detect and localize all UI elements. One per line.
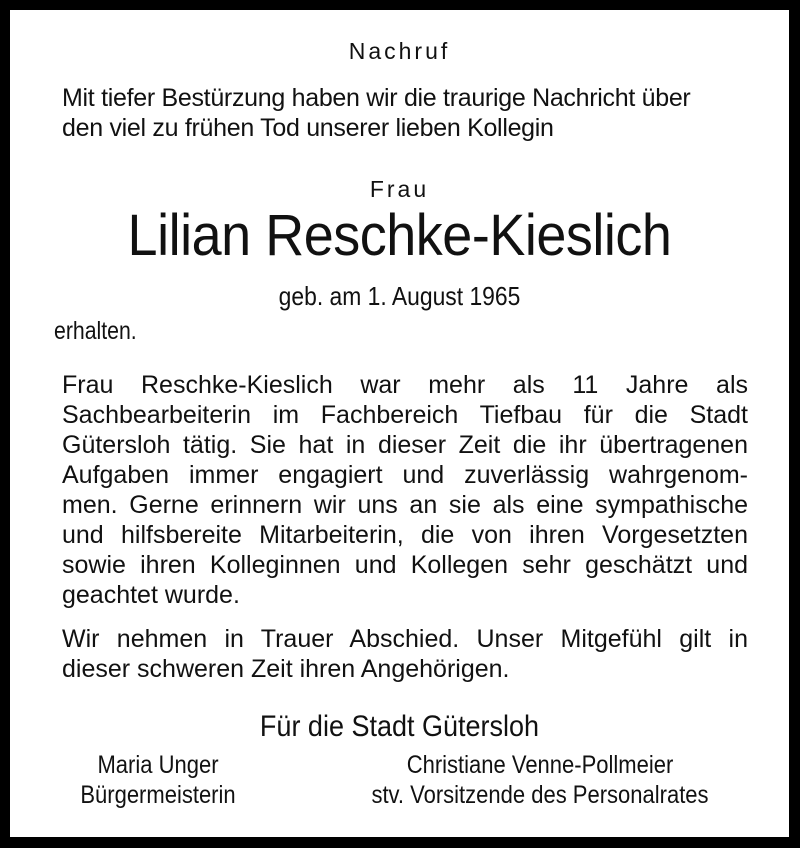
paragraph-line: men. Gerne erinnern wir uns an sie als eine sympathische — [62, 491, 748, 519]
signer-name: Christiane Venne-Pollmeier — [406, 751, 674, 779]
notice-heading: Nachruf — [348, 38, 451, 64]
intro-text — [62, 83, 690, 143]
deceased-name: Lilian Reschke-Kieslich — [127, 203, 672, 268]
paragraph-line: Sachbearbeiterin im Fachbereich Tiefbau für die Stadt — [62, 401, 748, 429]
salutation: Frau — [369, 176, 430, 202]
birth-date: geb. am 1. August 1965 — [278, 281, 521, 311]
obituary-notice — [10, 10, 789, 837]
paragraph-line: Aufgaben immer engagiert und zuverlässig wahrgenom- — [62, 461, 748, 489]
paragraph-line: Frau Reschke-Kieslich war mehr als 11 Jahre als — [62, 371, 748, 399]
paragraph-line: dieser schweren Zeit ihren Angehörigen. — [62, 655, 510, 683]
condolence-paragraph — [62, 624, 748, 684]
signer-role: stv. Vorsitzende des Personalrates — [371, 781, 709, 809]
signer-name: Maria Unger — [97, 751, 219, 779]
paragraph-line: Wir nehmen in Trauer Abschied. Unser Mitgefühl gilt in — [62, 625, 748, 653]
signer-council — [355, 750, 725, 810]
paragraph-line: und hilfsbereite Mitarbeiterin, die von ihren Vorgesetzten — [62, 521, 748, 549]
received-text: erhalten. — [54, 317, 137, 345]
paragraph-line: Gütersloh tätig. Sie hat in dieser Zeit die ihr übertragenen — [62, 431, 748, 459]
paragraph-line: geachtet wurde. — [62, 581, 240, 609]
paragraph-line: sowie ihren Kolleginnen und Kollegen sehr geschätzt und — [62, 551, 748, 579]
signer-role: Bürgermeisterin — [80, 781, 236, 809]
intro-line: Mit tiefer Bestürzung haben wir die traurige Nachricht über — [62, 84, 691, 112]
intro-line: den viel zu frühen Tod unserer lieben Kollegin — [62, 114, 554, 142]
signer-mayor — [70, 750, 246, 810]
signature-title: Für die Stadt Gütersloh — [259, 710, 540, 743]
tribute-paragraph — [62, 370, 748, 610]
